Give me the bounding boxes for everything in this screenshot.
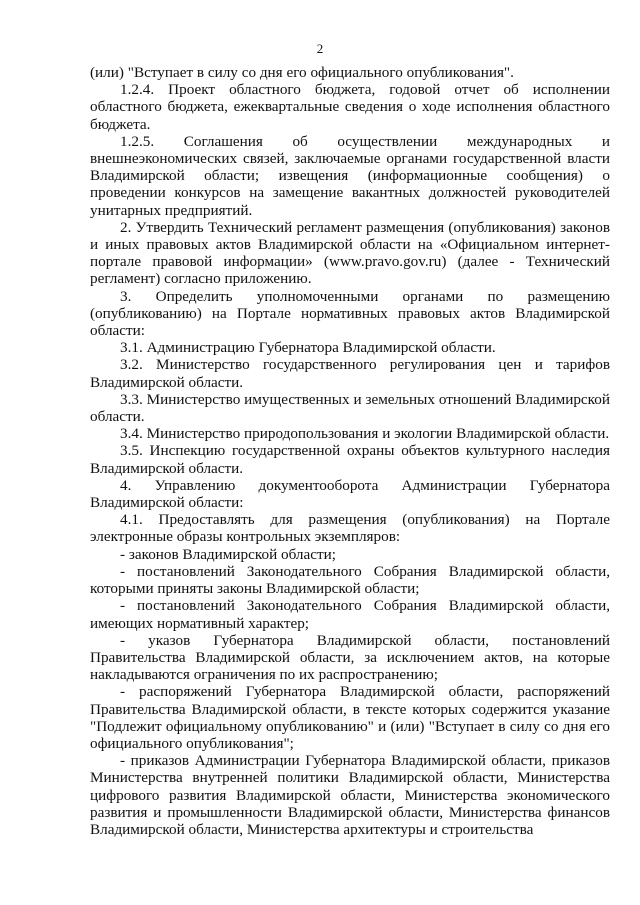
- list-item-assembly-resolutions-normative: - постановлений Законодательного Собрания Владимирской области, имеющих нормативный характер;: [90, 597, 610, 632]
- page-number: 2: [316, 41, 324, 56]
- paragraph-3-2: 3.2. Министерство государственного регулирования цен и тарифов Владимирской области.: [90, 356, 610, 391]
- document-body: [90, 64, 610, 838]
- paragraph-4: 4. Управлению документооборота Администрации Губернатора Владимирской области:: [90, 476, 610, 512]
- paragraph-4-1: 4.1. Предоставлять для размещения (опубликования) на Портале электронные образы контрольных экземпляров:: [90, 511, 610, 546]
- list-item-laws: - законов Владимирской области;: [120, 545, 336, 563]
- list-item-decrees: - указов Губернатора Владимирской области, постановлений Правительства Владимирской области, за исключением актов, на которые накладываются ограничения по их распространению;: [90, 631, 610, 684]
- paragraph-3: 3. Определить уполномоченными органами по размещению (опубликованию) на Портале нормативных правовых актов Владимирской области:: [90, 287, 610, 340]
- paragraph-3-4: 3.4. Министерство природопользования и экологии Владимирской области.: [120, 425, 610, 443]
- list-item-orders: - распоряжений Губернатора Владимирской области, распоряжений Правительства Владимирской области, в тексте которых содержится указание "Подлежит официальному опубликованию" и (или) "Вступает в силу со дня его официального опубликования";: [90, 683, 610, 752]
- paragraph-2: 2. Утвердить Технический регламент размещения (опубликования) законов и иных правовых актов Владимирской области на «Официальном интернет-портале правовой информации» (www.pravo.gov.ru) (далее - Технический регламент) согласно приложению.: [90, 218, 610, 288]
- paragraph-3-1: 3.1. Администрацию Губернатора Владимирской области.: [120, 339, 496, 357]
- list-item-ministry-orders: - приказов Администрации Губернатора Владимирской области, приказов Министерства внутренней политики Владимирской области, Министерства цифрового развития Владимирской области, Министерства экономического развития и промышленности Владимирской области, Министерства финансов Владимирской области, Министерства архитектуры и строительства: [90, 752, 610, 838]
- list-item-assembly-resolutions-laws: - постановлений Законодательного Собрания Владимирской области, которыми приняты законы Владимирской области;: [90, 562, 610, 598]
- paragraph-1-2-4: 1.2.4. Проект областного бюджета, годовой отчет об исполнении областного бюджета, ежеквартальные сведения о ходе исполнения областного бюджета.: [90, 81, 610, 133]
- paragraph-3-5: 3.5. Инспекцию государственной охраны объектов культурного наследия Владимирской области.: [90, 442, 610, 477]
- paragraph-1-2-5: 1.2.5. Соглашения об осуществлении международных и внешнеэкономических связей, заключаемые органами государственной власти Владимирской области; извещения (информационные сообщения) о проведении конкурсов на замещение вакантных должностей руководителей унитарных предприятий.: [90, 132, 610, 219]
- paragraph-continuation: (или) "Вступает в силу со дня его официального опубликования".: [90, 64, 514, 81]
- paragraph-3-3: 3.3. Министерство имущественных и земельных отношений Владимирской области.: [90, 390, 610, 426]
